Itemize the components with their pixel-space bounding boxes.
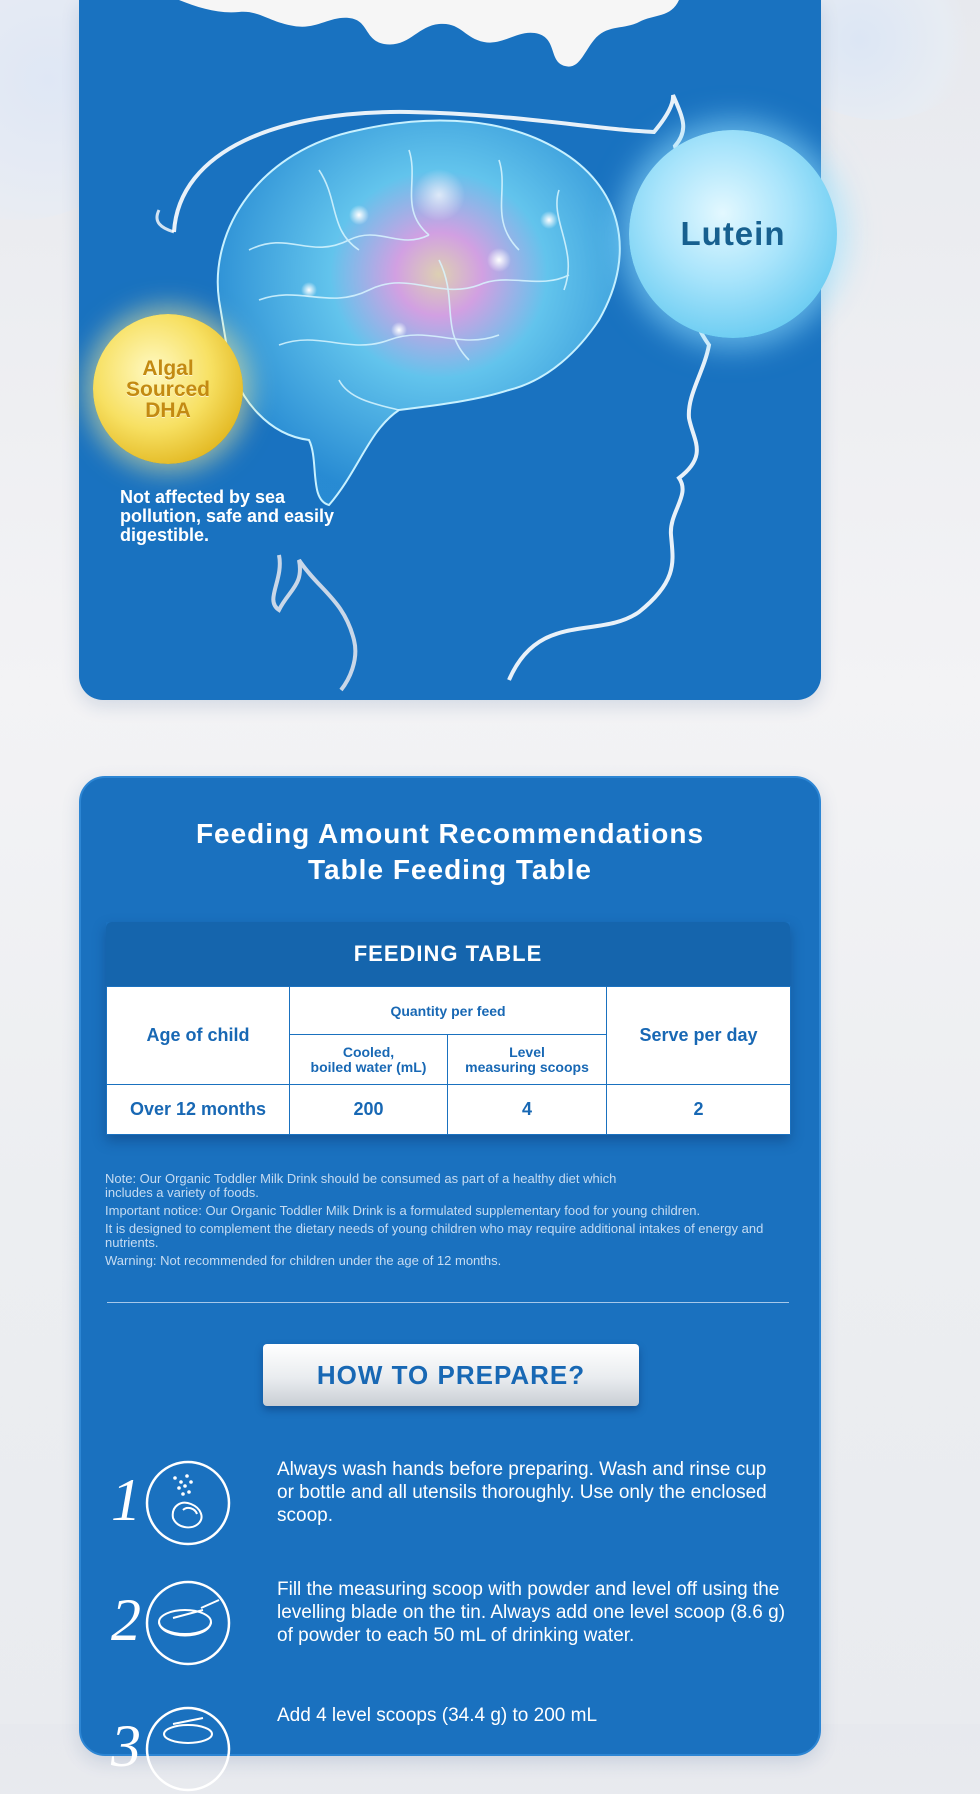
header-serve-per-day: Serve per day bbox=[607, 987, 791, 1085]
cell-water: 200 bbox=[290, 1085, 448, 1135]
brain-illustration-card bbox=[79, 0, 821, 700]
feeding-table bbox=[106, 922, 790, 1135]
header-water-ml bbox=[290, 1035, 448, 1085]
feeding-card bbox=[79, 776, 821, 1779]
note-warning: Warning: Not recommended for children under the age of 12 months. bbox=[105, 1253, 502, 1268]
step-text: Add 4 level scoops (34.4 g) to 200 mL bbox=[277, 1705, 598, 1726]
feeding-table-grid bbox=[106, 986, 791, 1135]
lutein-orb bbox=[629, 130, 837, 338]
note-healthy-diet: Note: Our Organic Toddler Milk Drink should be consumed as part of a healthy diet which includes a variety of foods. bbox=[105, 1171, 617, 1200]
note-important-notice: Important notice: Our Organic Toddler Milk Drink is a formulated supplementary food for young children. bbox=[105, 1203, 701, 1218]
step-number: 2 bbox=[111, 1587, 141, 1653]
feeding-table-title: FEEDING TABLE bbox=[106, 922, 790, 986]
step-number: 3 bbox=[111, 1713, 141, 1779]
cell-serve: 2 bbox=[607, 1085, 791, 1135]
feeding-notes bbox=[105, 1172, 805, 1272]
step-text: Fill the measuring scoop with powder and level off using the levelling blade on the tin. Always add one level scoop (8.6 g) of powder to each 50 mL of drinking water. bbox=[277, 1579, 786, 1646]
step-number: 1 bbox=[111, 1467, 141, 1533]
header-water-line1: Cooled, bbox=[342, 1043, 395, 1060]
cell-age: Over 12 months bbox=[107, 1085, 290, 1135]
header-measuring-scoops bbox=[448, 1035, 607, 1085]
feeding-heading-line2: Table Feeding Table bbox=[307, 854, 592, 885]
table-row bbox=[107, 1085, 791, 1135]
header-water-line2: boiled water (mL) bbox=[310, 1058, 427, 1075]
note-dietary-needs: It is designed to complement the dietary needs of young children who may require additional intakes of energy and nutrients. bbox=[105, 1221, 764, 1250]
header-quantity-per-feed: Quantity per feed bbox=[290, 987, 607, 1035]
section-divider bbox=[107, 1302, 789, 1303]
feeding-heading-line1: Feeding Amount Recommendations bbox=[195, 818, 705, 849]
dha-label: Algal Sourced DHA bbox=[125, 356, 211, 422]
header-scoops-line2: measuring scoops bbox=[465, 1058, 589, 1075]
how-to-prepare-button[interactable]: HOW TO PREPARE? bbox=[263, 1344, 639, 1406]
scoop-level-icon bbox=[143, 1578, 233, 1668]
header-age-of-child: Age of child bbox=[107, 987, 290, 1085]
mix-bottle-icon bbox=[143, 1704, 233, 1794]
lutein-label: Lutein bbox=[680, 215, 786, 252]
wash-hands-icon bbox=[143, 1458, 233, 1548]
dha-benefit-note: Not affected by sea pollution, safe and easily digestible. bbox=[120, 487, 335, 545]
step-text: Always wash hands before preparing. Wash and rinse cup or bottle and all utensils thoroughly. Use only the enclosed scoop. bbox=[277, 1459, 767, 1526]
cell-scoops: 4 bbox=[448, 1085, 607, 1135]
header-scoops-line1: Level bbox=[509, 1043, 545, 1060]
feeding-heading bbox=[81, 816, 819, 888]
algal-dha-orb bbox=[93, 314, 243, 464]
